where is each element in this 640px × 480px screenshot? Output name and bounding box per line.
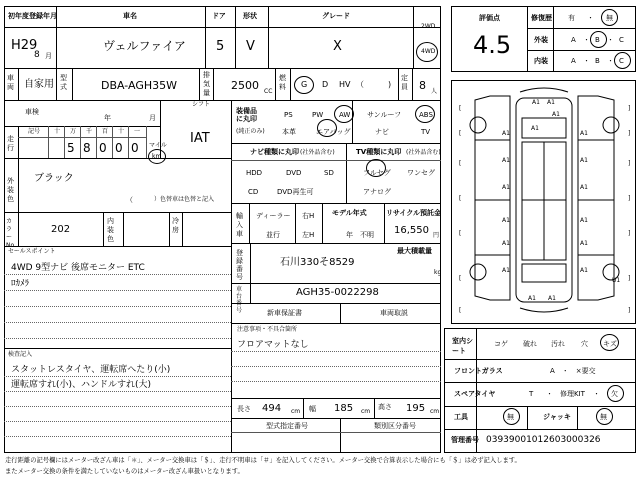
mileage-digit: 0 <box>99 141 107 155</box>
tv-analog: アナログ <box>363 188 391 196</box>
damage-mark-u1: U1 <box>612 277 621 284</box>
nav-cd: CD <box>248 188 259 196</box>
reg-year-value: H29 <box>11 38 38 53</box>
recycle-fee-unit: 円 <box>433 232 440 239</box>
fuel-g-circle <box>294 76 314 94</box>
svg-text:[: [ <box>459 160 462 167</box>
exterior-paren: （ <box>126 196 133 204</box>
digit-hyaku: 百 <box>102 128 109 135</box>
nav-types-sub: (社外品含む) <box>300 149 335 156</box>
repair-label: 修復歴 <box>531 14 552 22</box>
recycle-fee-value: 16,550 <box>394 225 429 236</box>
import-label: 輸入車 <box>236 212 243 238</box>
width-value: 185 <box>334 403 354 414</box>
int-c: C <box>619 57 624 65</box>
drive-2wd: 2WD <box>421 23 436 30</box>
damage-mark-a1: A1 <box>528 295 536 302</box>
notes-value: フロアマットなし <box>237 340 309 350</box>
nav-dvd: DVD <box>286 169 302 177</box>
damage-mark-a1: A1 <box>580 184 588 191</box>
sales-point-line1: 4WD 9型ナビ 後席モニター ETC <box>11 263 145 273</box>
digit-sen: 千 <box>86 128 93 135</box>
equip-navi: ナビ <box>375 128 389 136</box>
type-label: 型式 <box>60 74 67 91</box>
color-no-label: カラーNo. <box>6 218 16 249</box>
spare-label: スペアタイヤ <box>454 390 496 398</box>
equip-airbag-circle <box>317 119 337 137</box>
ext-c: C <box>619 36 624 44</box>
usage-value: 自家用 <box>24 79 54 90</box>
seat-scratch: キズ <box>603 340 617 348</box>
int-dot1: ・ <box>583 57 590 65</box>
grade-value: X <box>333 39 342 54</box>
jack-circle <box>596 408 613 425</box>
repair-no-circle <box>601 9 618 26</box>
digit-ju: 十 <box>118 128 125 135</box>
doors-value: 5 <box>216 39 225 54</box>
int-c-circle <box>614 52 631 69</box>
nav-types-label: ナビ種類に丸印 <box>250 148 299 156</box>
damage-mark-a1: A1 <box>580 157 588 164</box>
vehicle-section-label: 車両 <box>7 74 14 91</box>
ext-b-circle <box>590 31 607 48</box>
damage-mark-a1: A1 <box>552 111 560 118</box>
svg-text:]: ] <box>628 160 631 167</box>
svg-text:[: [ <box>459 230 462 237</box>
reg-year-label: 初年度登録年月 <box>8 12 57 20</box>
manual-label: 車両取説 <box>380 309 408 317</box>
length-value: 494 <box>262 403 282 414</box>
damage-mark-a1: A1 <box>532 99 540 106</box>
fuel-label: 燃料 <box>279 74 286 91</box>
seat-hole: 穴 <box>581 340 588 348</box>
seat-burn: コゲ <box>494 340 508 348</box>
interior-color-label: 内装色 <box>107 217 114 243</box>
cooling-label: 冷房 <box>172 217 179 234</box>
chassis-value: AGH35-0022298 <box>296 287 379 298</box>
equip-leather: 本革 <box>282 128 296 136</box>
doors-label: ドア <box>212 12 226 20</box>
management-no: 03939001012603000326 <box>486 435 601 445</box>
seat-scratch-circle <box>600 334 619 351</box>
height-unit: cm <box>430 408 440 415</box>
tv-oneseg: ワンセグ <box>407 169 435 177</box>
repair-yes: 有 <box>568 14 575 22</box>
model-name-label: 車名 <box>123 12 137 20</box>
displacement-value: 2500 <box>231 79 259 92</box>
ext-a: A <box>571 36 576 44</box>
mileage-digit: 0 <box>115 141 123 155</box>
body-map-frame <box>451 80 636 324</box>
shape-value: V <box>246 39 255 54</box>
damage-mark-a1: A1 <box>548 295 556 302</box>
svg-text:[: [ <box>459 307 462 314</box>
damage-mark-a1: A1 <box>580 217 588 224</box>
tv-fullseg: フルセグ <box>363 169 391 177</box>
reg-month-unit: 月 <box>45 52 52 60</box>
color-no-value: 202 <box>51 224 71 235</box>
sales-point-label: セールスポイント <box>8 248 56 255</box>
equip-aw-circle <box>334 105 354 123</box>
score-label: 評価点 <box>479 14 500 22</box>
svg-text:]: ] <box>628 130 631 137</box>
equipment-sub: (純正のみ) <box>236 128 265 135</box>
damage-mark-a1: A1 <box>502 267 510 274</box>
damage-mark-a1: A1 <box>502 157 510 164</box>
svg-text:]: ] <box>628 307 631 314</box>
footer-note-1: 走行距離の記号欄にはメーター改ざん車は「＊」、メーター交換車は「＄」、走行不明車は「＃」を記入してください。メーター交換で合算表示した場合にも「＄」は必ず記入します。 <box>5 457 521 464</box>
tv-fullseg-circle <box>366 159 386 177</box>
equip-tv: TV <box>421 128 431 136</box>
seat-stain: 汚れ <box>551 340 565 348</box>
damage-mark-a1: A1 <box>502 240 510 247</box>
drive-4wd-circle <box>416 42 438 62</box>
spare-missing-circle <box>607 385 624 402</box>
svg-text:]: ] <box>628 275 631 282</box>
exterior-color-value: ブラック <box>34 173 74 184</box>
int-b: B <box>595 57 600 65</box>
ext-b: B <box>595 36 600 44</box>
mileage-digit: 5 <box>67 141 75 155</box>
svg-text:]: ] <box>628 230 631 237</box>
mileage-label: 走行 <box>7 135 14 152</box>
length-unit: cm <box>291 408 301 415</box>
max-load-unit: kg <box>434 269 442 276</box>
notes-label: 注意事項・不具合箇所 <box>237 326 298 333</box>
spare-kit: 修理KIT <box>560 390 585 398</box>
digit-mark: 記号 <box>28 128 41 135</box>
recycle-fee-label: リサイクル預託金 <box>386 209 442 217</box>
damage-mark-a1: A1 <box>580 240 588 247</box>
front-glass-value: A ・ ×要交 <box>550 367 596 375</box>
nav-sd: SD <box>324 169 334 177</box>
spare-dot2: ・ <box>593 390 600 398</box>
exterior-color-label: 外装色 <box>7 177 14 203</box>
inspector-line1: スタットレスタイヤ、運転席へたり(小) <box>11 365 171 375</box>
fuel-paren-open: （ <box>356 80 364 89</box>
interior-grade-label: 内装 <box>534 57 548 65</box>
displacement-unit: CC <box>264 88 273 95</box>
steer-left: 左H <box>302 231 315 239</box>
length-label: 長さ <box>237 405 251 413</box>
equip-sunroof: サンルーフ <box>367 111 402 119</box>
class-label: 類別区分番号 <box>374 422 416 430</box>
plate-value: 石川330そ8529 <box>280 257 355 268</box>
model-year-label: モデル年式 <box>332 209 367 217</box>
inspector-label: 検査記入 <box>8 351 33 358</box>
damage-mark-a1: A1 <box>531 125 539 132</box>
damage-mark-a1: A1 <box>502 217 510 224</box>
shift-label: シフト <box>192 101 211 108</box>
max-load-label: 最大積載量 <box>397 247 432 255</box>
capacity-value: 8 <box>419 79 426 92</box>
svg-text:[: [ <box>459 195 462 202</box>
damage-mark-a1: A1 <box>580 267 588 274</box>
color-change-note: ）色替車は色替と記入 <box>154 196 215 203</box>
repair-dot: ・ <box>587 14 594 22</box>
type-cert-label: 型式指定番号 <box>266 422 308 430</box>
inspection-label: 車検 <box>25 108 39 116</box>
equip-ps: PS <box>284 111 293 119</box>
repair-no: 無 <box>606 14 613 22</box>
digit-ichi: 一 <box>134 128 141 135</box>
tools-label: 工具 <box>454 413 468 421</box>
int-a: A <box>571 57 576 65</box>
mileage-digit: 0 <box>131 141 139 155</box>
jack-label: ジャッキ <box>543 413 571 421</box>
model-name-value: ヴェルファイア <box>103 39 186 53</box>
svg-text:[: [ <box>459 105 462 112</box>
equipment-label: 装備品に丸印 <box>236 107 257 123</box>
import-parallel: 並行 <box>266 231 280 239</box>
mile-label: マイル <box>149 142 167 149</box>
seat-tear: 破れ <box>523 340 537 348</box>
drive-4wd: 4WD <box>421 48 436 55</box>
model-type-value: DBA-AGH35W <box>101 79 178 92</box>
import-dealer: ディーラー <box>256 212 291 220</box>
ext-dot2: ・ <box>607 36 614 44</box>
width-label: 幅 <box>309 405 316 413</box>
nav-dvd-play: DVD再生可 <box>277 188 314 196</box>
capacity-label: 定員 <box>401 74 408 91</box>
ext-dot1: ・ <box>583 36 590 44</box>
inspector-line2: 運転席すれ(小)、ハンドルすれ(大) <box>11 380 152 390</box>
plate-label: 登録番号 <box>236 249 243 281</box>
width-unit: cm <box>361 408 371 415</box>
score-value: 4.5 <box>473 31 512 59</box>
fuel-hv: HV <box>339 80 351 89</box>
svg-text:[: [ <box>459 275 462 282</box>
mileage-digit: 8 <box>83 141 91 155</box>
exterior-grade-label: 外装 <box>534 36 548 44</box>
grade-label: グレード <box>322 12 350 20</box>
tools-circle <box>503 408 520 425</box>
management-label: 管理番号 <box>451 436 479 444</box>
damage-mark-a1: A1 <box>502 130 510 137</box>
new-warranty-label: 新車保証書 <box>267 309 302 317</box>
svg-text:]: ] <box>628 105 631 112</box>
shape-label: 形状 <box>243 12 257 20</box>
damage-mark-a1: A1 <box>502 184 510 191</box>
steer-right: 右H <box>302 212 315 220</box>
front-glass-label: フロントガラス <box>454 367 503 375</box>
spare-t: T <box>529 390 534 398</box>
equip-pw: PW <box>312 111 324 119</box>
equip-airbag: エアバッグ <box>316 128 351 136</box>
chassis-label: 車台番号 <box>236 286 243 314</box>
tv-types-label: TV種類に丸印 <box>356 148 402 156</box>
damage-mark-a1: A1 <box>547 99 555 106</box>
displacement-label: 排気量 <box>203 71 210 97</box>
footer-note-2: またメーター交換の条件を満たしていないものはメーター改ざん車扱いとなります。 <box>5 468 244 475</box>
km-label: km <box>152 153 162 160</box>
nav-hdd: HDD <box>246 169 263 177</box>
digit-ten-man: 十 <box>54 128 61 135</box>
model-year-value: 年 不明 <box>346 231 374 239</box>
jack-value: 無 <box>600 413 607 421</box>
int-dot2: ・ <box>607 57 614 65</box>
seat-label: 室内シート <box>452 337 473 355</box>
equip-aw: AW <box>339 111 351 119</box>
svg-text:[: [ <box>459 130 462 137</box>
tv-types-sub: (社外品含む) <box>406 149 441 156</box>
inspection-year: 年 <box>104 114 111 122</box>
equip-abs-circle <box>415 105 435 123</box>
reg-month-value: 8 <box>34 50 40 60</box>
spare-dot1: ・ <box>546 390 553 398</box>
km-circle <box>148 149 166 164</box>
digit-man: 万 <box>70 128 77 135</box>
damage-mark-a1: A1 <box>580 130 588 137</box>
svg-text:]: ] <box>628 195 631 202</box>
fuel-paren-close: ) <box>388 80 392 89</box>
inspection-month: 月 <box>149 114 156 122</box>
height-value: 195 <box>406 403 426 414</box>
equip-abs: ABS <box>419 111 433 119</box>
spare-missing: 欠 <box>611 390 618 398</box>
height-label: 高さ <box>378 403 392 411</box>
sales-point-line2: ﾛｶﾒﾗ <box>11 279 30 289</box>
tools-value: 無 <box>507 413 514 421</box>
shift-value: IAT <box>190 131 210 146</box>
fuel-g: G <box>301 80 308 89</box>
fuel-d: D <box>322 80 329 89</box>
capacity-unit: 人 <box>431 88 438 95</box>
